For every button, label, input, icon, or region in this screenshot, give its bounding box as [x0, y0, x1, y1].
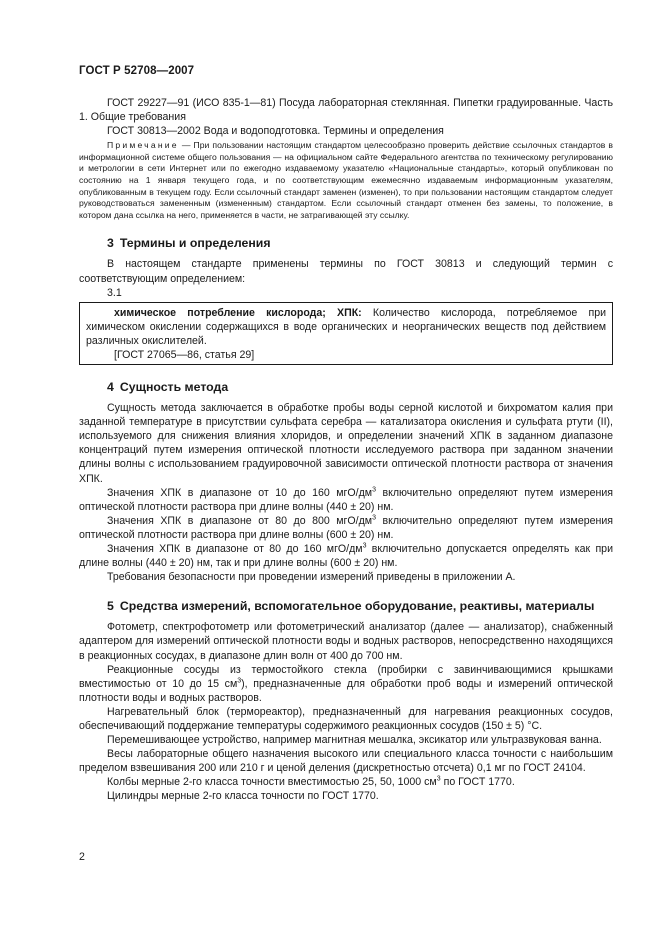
section-5-heading: 5 Средства измерений, вспомогательное оборудование, реактивы, материалы — [107, 599, 595, 614]
section-5-paragraph: Цилиндры мерные 2-го класса точности по ГОСТ 1770. — [107, 790, 379, 803]
note-paragraph — [79, 140, 613, 221]
term-definition — [86, 306, 606, 348]
section-5-paragraph: Колбы мерные 2-го класса точности вместимостью 25, 50, 1000 $см^3$ по ГОСТ 1770. — [107, 775, 515, 789]
term-source: [ГОСТ 27065—86, статья 29] — [114, 349, 255, 361]
term-name: химическое потребление кислорода; ХПК: — [114, 306, 362, 319]
section-5-paragraph: Реакционные сосуды из термостойкого стекла (пробирки с завинчивающимися крышками вместимостью от 10 до 15 $см^3$), предназначенные для обработки проб воды и измерений оптической плотности воды и водных растворов. — [79, 663, 613, 704]
section-4-paragraph: Значения ХПК в диапазоне от 10 до 160 мгО/$дм^3$ включительно определяют путем измерения оптической плотности раствора при длине волны (440 ± 20) нм. — [79, 486, 614, 513]
section-5-paragraph: Весы лабораторные общего назначения высокого или специального класса точности с наибольшим пределом взвешивания 200 или 210 г и ценой деления (дискретностью отсчета) 0,1 мг по ГОСТ 24104. — [79, 748, 613, 775]
section-5-paragraph: Фотометр, спектрофотометр или фотометрический анализатор (далее — анализатор), снабженный адаптером для измерений оптической плотности воды и водных растворов, непосредственно находящихся в реакционных сосудах, в диапазоне длин волн от 400 до 700 нм. — [79, 621, 613, 662]
term-text: Количество кислорода, потребляемое при химическом окислении содержащихся в воде органических и неорганических веществ под действием различных окислителей. — [86, 306, 606, 347]
section-4-paragraph: Значения ХПК в диапазоне от 80 до 800 мгО/$дм^3$ включительно определяют путем измерения оптической плотности раствора при длине волны (600 ± 20) нм. — [79, 514, 614, 541]
section-5-paragraph: Перемешивающее устройство, например магнитная мешалка, эксикатор или ультразвуковая ванна. — [107, 734, 602, 747]
standard-header: ГОСТ Р 52708—2007 — [79, 65, 195, 77]
section-4-heading: 4 Сущность метода — [107, 380, 229, 395]
section-4-paragraph: Сущность метода заключается в обработке пробы воды серной кислотой и бихроматом калия при заданной температуре в присутствии сульфата серебра — катализатора окисления и сульфата ртути (II), используемого для снижения влияния хлоридов, и определении значений ХПК в заданном диапазоне концентраций путем измерения оптической плотности исследуемого раствора при заданном значении длины волны с использованием градуировочной зависимости оптической плотности раствора от значения ХПК. — [79, 402, 613, 485]
section-4-paragraph: Значения ХПК в диапазоне от 80 до 160 мгО/$дм^3$ включительно допускается определять как при длине волны (440 ± 20) нм, так и при длине волны (600 ± 20) нм. — [79, 542, 613, 570]
note-lead: Примечание — [107, 140, 179, 151]
section-3-heading: 3 Термины и определения — [107, 236, 271, 251]
section-3-intro: В настоящем стандарте применены термины по ГОСТ 30813 и следующий термин с соответствующим определением: — [79, 258, 613, 285]
note-text: — При пользовании настоящим стандартом целесообразно проверить действие ссылочных стандартов в информационной системе общего пользования — на официальном сайте Федерального агентства по техническому регулированию и метрологии в сети Интернет или по ежегодно издаваемому указателю «Национальные стандарты», который опубликован по состоянию на 1 января текущего года, и по соответствующим ежемесячно издаваемым информационным указателям, опубликованным в текущем году. Если ссылочный стандарт заменен (изменен), то при пользовании настоящим стандартом следует руководствоваться замененным (измененным) стандартом. Если ссылочный стандарт отменен без замены, то положение, в котором дана ссылка на него, применяется в части, не затрагивающей эту ссылку. — [79, 140, 613, 220]
page-content — [79, 96, 613, 804]
page-number: 2 — [79, 851, 85, 863]
term-definition-box — [79, 302, 613, 365]
reference-gost-30813: ГОСТ 30813—2002 Вода и водоподготовка. Термины и определения — [107, 125, 444, 138]
section-4-paragraph: Требования безопасности при проведении измерений приведены в приложении А. — [107, 571, 516, 584]
section-5-paragraph: Нагревательный блок (термореактор), предназначенный для нагревания реакционных сосудов, обеспечивающий поддержание температуры содержимого реакционных сосудов (150 ± 5) °С. — [79, 705, 613, 732]
reference-gost-29227: ГОСТ 29227—91 (ИСО 835-1—81) Посуда лабораторная стеклянная. Пипетки градуированные. Часть 1. Общие требования — [79, 97, 613, 124]
term-number: 3.1 — [107, 286, 122, 299]
